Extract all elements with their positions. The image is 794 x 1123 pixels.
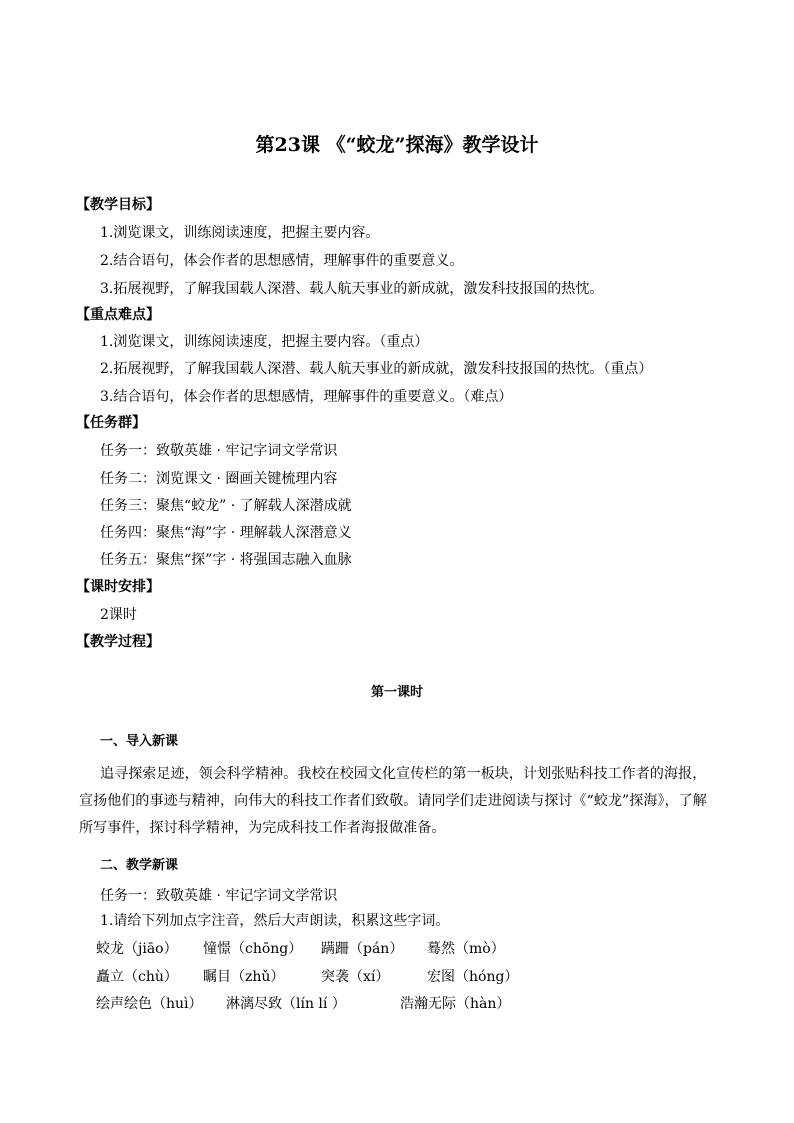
task1-instruction: 1.请给下列加点字注音，然后大声朗读，积累这些字词。 [100, 913, 450, 929]
schedule-value: 2课时 [100, 607, 137, 623]
objective-item: 1.浏览课文，训练阅读速度，把握主要内容。 [100, 225, 380, 241]
vocab-item: 蛟龙（jiāo） [96, 941, 178, 957]
section-heading-intro: 一、导入新课 [100, 734, 179, 749]
section-heading-new-lesson: 二、教学新课 [100, 858, 179, 873]
objective-item: 2.结合语句，体会作者的思想感情，理解事件的重要意义。 [100, 253, 464, 269]
key-points-heading: 【重点难点】 [76, 307, 160, 323]
vocab-item: 突袭（xí） [321, 969, 390, 985]
vocab-item: 蓦然（mò） [427, 941, 505, 957]
objectives-heading: 【教学目标】 [76, 197, 160, 213]
schedule-heading: 【课时安排】 [76, 579, 160, 595]
objective-item: 3.拓展视野，了解我国载人深潜、载人航天事业的新成就，激发科技报国的热忱。 [100, 281, 604, 297]
task1-title: 任务一：致敬英雄 · 牢记字词文学常识 [100, 888, 338, 904]
vocab-item: 蹒跚（pán） [321, 941, 404, 957]
vocab-item: 淋漓尽致（lín lí ） [226, 996, 346, 1012]
vocab-item: 矗立（chù） [96, 969, 178, 985]
task-item: 任务五：聚焦“探”字 · 将强国志融入血脉 [100, 552, 352, 568]
vocab-item: 浩瀚无际（hàn） [400, 996, 511, 1012]
vocab-item: 宏图（hóng） [427, 969, 519, 985]
key-point-item: 1.浏览课文，训练阅读速度，把握主要内容。（重点） [100, 334, 429, 350]
lesson-heading: 第一课时 [370, 685, 423, 700]
tasks-heading: 【任务群】 [76, 415, 146, 431]
task-item: 任务四：聚焦“海”字 · 理解载人深潜意义 [100, 525, 352, 541]
vocab-item: 绘声绘色（huì） [96, 996, 203, 1012]
vocab-item: 憧憬（chōng） [203, 941, 303, 957]
page-title: 第23课 《“蛟龙”探海》教学设计 [255, 134, 539, 156]
task-item: 任务二：浏览课文 · 圈画关键梳理内容 [100, 471, 338, 487]
key-point-item: 3.结合语句，体会作者的思想感情，理解事件的重要意义。（难点） [100, 389, 513, 405]
task-item: 任务一：致敬英雄 · 牢记字词文学常识 [100, 443, 338, 459]
task-item: 任务三：聚焦“蛟龙” · 了解载人深潜成就 [100, 498, 352, 514]
intro-paragraph: 追寻探索足迹，领会科学精神。我校在校园文化宣传栏的第一板块，计划张贴科技工作者的海报，宣扬他们的事迹与精神，向伟大的科技工作者们致敬。请同学们走进阅读与探讨《“蛟龙”探海》，了解所写事件，探讨科学精神，为完成科技工作者海报做准备。 [79, 766, 707, 836]
process-heading: 【教学过程】 [76, 634, 160, 650]
key-point-item: 2.拓展视野，了解我国载人深潜、载人航天事业的新成就，激发科技报国的热忱。（重点） [100, 361, 653, 377]
vocab-item: 瞩目（zhǔ） [203, 969, 285, 985]
